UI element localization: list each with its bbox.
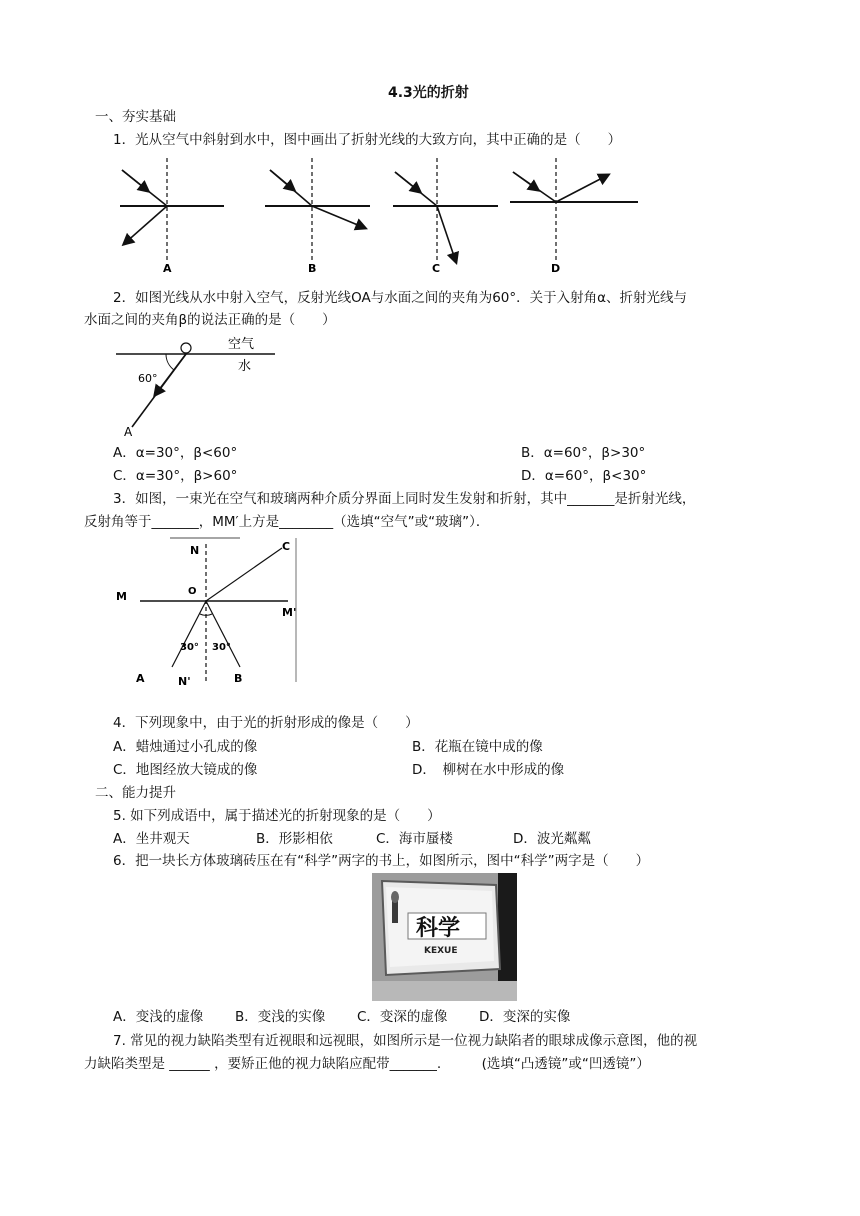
q2-label-o: O	[180, 335, 190, 349]
q2-label-water: 水	[238, 359, 252, 374]
q5-option-c: C．海市蜃楼	[376, 831, 453, 847]
q6-option-b: B．变浅的实像	[235, 1009, 326, 1025]
section-heading-advanced: 二、能力提升	[95, 785, 176, 801]
q2-label-angle: 60°	[138, 372, 158, 385]
q1-diagrams	[110, 150, 650, 280]
q2-label-a: A	[124, 425, 133, 439]
q2-stem-line1: 2．如图光线从水中射入空气，反射光线OA与水面之间的夹角为60°．关于入射角α、折射光线与	[113, 290, 688, 306]
q2-label-air: 空气	[228, 337, 255, 352]
q1-diagram-c	[393, 158, 498, 275]
q2-option-b: B．α=60°，β>30°	[521, 445, 646, 461]
q7-stem-line2: 力缺陷类型是 ______ ，要矫正他的视力缺陷应配带_______. (选填“凸透镜”或“凹透镜”）	[84, 1056, 650, 1072]
q2-option-a: A．α=30°，β<60°	[113, 445, 238, 461]
q6-photo-word: 科学	[416, 916, 461, 941]
q4-option-a: A．蜡烛通过小孔成的像	[113, 739, 258, 755]
q1-label-d: D	[551, 262, 561, 275]
q3-stem-line1: 3．如图，一束光在空气和玻璃两种介质分界面上同时发生发射和折射，其中_______是折射光线，	[113, 491, 696, 507]
q4-stem: 4．下列现象中，由于光的折射形成的像是（ ）	[113, 715, 419, 731]
q2-option-c: C．α=30°，β>60°	[113, 468, 238, 484]
q3-label-c: C	[282, 540, 291, 553]
q3-label-angle1: 30°	[180, 642, 199, 653]
q3-label-angle2: 30°	[212, 642, 231, 653]
q1-label-b: B	[308, 262, 317, 275]
q3-label-a: A	[136, 672, 145, 685]
q3-label-n2: N'	[178, 675, 191, 688]
q3-stem-line2: 反射角等于_______，MM′上方是________（选填“空气”或“玻璃”）．	[84, 514, 490, 530]
q2-diagram	[110, 332, 280, 442]
q3-label-m: M	[116, 590, 127, 603]
q1-label-c: C	[432, 262, 441, 275]
section-heading-basics: 一、夯实基础	[95, 109, 176, 125]
q4-option-c: C．地图经放大镜成的像	[113, 762, 258, 778]
q2-stem-line2: 水面之间的夹角β的说法正确的是（ ）	[84, 312, 336, 328]
q5-option-d: D．波光粼粼	[513, 831, 591, 847]
q1-diagram-d	[510, 158, 638, 275]
q5-stem: 5. 如下列成语中，属于描述光的折射现象的是（ ）	[113, 808, 441, 824]
q3-label-n: N	[190, 544, 200, 557]
q3-label-b: B	[234, 672, 243, 685]
page-title: 4.3光的折射	[388, 85, 469, 101]
q2-option-d: D．α=60°，β<30°	[521, 468, 647, 484]
q1-label-a: A	[163, 262, 172, 275]
q1-diagram-b	[265, 158, 370, 275]
q6-stem: 6．把一块长方体玻璃砖压在有“科学”两字的书上，如图所示，图中“科学”两字是（ ）	[113, 853, 650, 869]
q6-option-a: A．变浅的虚像	[113, 1009, 204, 1025]
q6-photo-pinyin: KEXUE	[424, 946, 458, 956]
q1-diagram-a	[120, 158, 224, 275]
q3-label-o: O	[188, 586, 197, 597]
q3-diagram	[110, 532, 310, 692]
q4-option-b: B．花瓶在镜中成的像	[412, 739, 543, 755]
q6-option-c: C．变深的虚像	[357, 1009, 448, 1025]
q6-option-d: D．变深的实像	[479, 1009, 571, 1025]
q1-stem: 1．光从空气中斜射到水中，图中画出了折射光线的大致方向，其中正确的是（ ）	[113, 132, 622, 148]
q7-stem-line1: 7. 常见的视力缺陷类型有近视眼和远视眼，如图所示是一位视力缺陷者的眼球成像示意图，他的视	[113, 1033, 698, 1049]
q4-option-d: D． 柳树在水中形成的像	[412, 762, 565, 778]
q3-label-m2: M'	[282, 606, 297, 619]
q5-option-a: A．坐井观天	[113, 831, 190, 847]
q6-glass-block-photo	[372, 873, 517, 1001]
q5-option-b: B．形影相依	[256, 831, 333, 847]
